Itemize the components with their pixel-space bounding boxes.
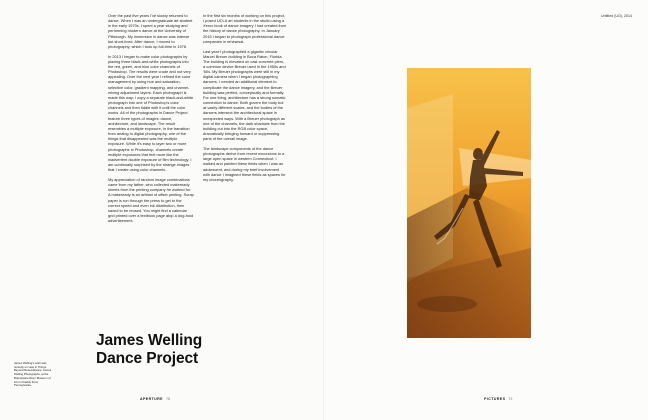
paragraph: My appreciation of random image combinations came from my father, who collected makeready sheets from the printing company he worked for. A makeready is an artifact of offset printing. Scrap paper is run through the press to get to the correct speed and even ink distribution, then saved to be reused. You might find a calendar grid printed over a textbook page atop a dog-food advertisement. (108, 176, 194, 224)
folio-right (484, 397, 512, 401)
dancer-photograph (407, 68, 531, 338)
title-line: Dance Project (96, 349, 199, 367)
folio-label: PICTURES (484, 397, 506, 401)
folio-left (140, 397, 170, 401)
paragraph: The landscape components of the dance photographs derive from recent excursions to a large open space in western Connecticut. I walked and painted these fields when I was an adolescent, and during my brief involvement with dance I imagined these fields as spaces for my choreography. (203, 145, 286, 182)
body-column-2 (203, 13, 287, 187)
page-number: 78 (165, 397, 170, 401)
paragraph: In the first six months of working on this project, I posed UCLA art students in the studio using a Xerox book of dance imagery I had created from the history of dance photography. In January 2015 I began to photograph professional dance companies in rehearsal. (203, 13, 287, 44)
photo-credit: Untitled (UO), 2014 (601, 14, 632, 18)
dancer-photograph-art (407, 68, 531, 338)
page-number: 79 (508, 397, 513, 401)
image-caption: James Welling's work was recently on view in Things Beyond Resemblance: James Welling Photographs, at the Brandywine River Museum of Art in Chadds Ford, Pennsylvania. (14, 361, 52, 388)
paragraph: Last year I photographed a gigantic circular Marcel Breuer building in Boca Raton, Florida. The building is elevated on cast concrete piers, a common device Breuer used in the 1950s and '60s. My Breuer photographs were still in my digital camera when I began photographing dancers. I needed an additional element to complicate the dance imagery, and the Breuer building was perfect, conceptually and formally. For one thing, architecture has a strong somatic connection to dance. Both govern the body but at vastly different scales, and the bodies of the dancers intersect the architectural space in unexpected ways. With a Breuer photograph as one of the channels, the dark shadows from the building cut into the RGB color space, dramatically bringing forward or suppressing parts of the overall image. (203, 48, 286, 142)
paragraph: In 2013 I began to make color photographs by placing three black-and-white photographs into the red, green, and blue color channels of Photoshop. The results were crude and not very appealing. Over the next year I refined the color management by using hue and saturation, selective color, gradient mapping, and channel-mixing adjustment layers. Each photograph is made this way: I copy a separate black-and-white photograph into one of Photoshop's color channels and then fiddle with it until the color works. All of the photographs in Dance Project feature three types of images: dance, architecture, and landscape. The result resembles a multiple exposure. In the transition from analog to digital photography, one of the things that disappeared was the multiple exposure. While it's easy to layer two or more photographs in Photoshop, channels create multiple exposures that feel more like the inadvertent double exposure of film technology. I am continually surprised by the strange images that I create using color channels. (108, 53, 194, 173)
title-line: James Welling (96, 332, 203, 349)
paragraph: Over the past five years I've slowly returned to dance. When I was an undergraduate art student in the early 1970s, I spent a year studying and performing modern dance at the University of Pittsburgh. My immersion in dance was intense but short-lived. After dance, I moved to photography, which I took up full-time in 1976. (108, 13, 193, 49)
article-title (96, 332, 296, 367)
folio-label: APERTURE (140, 397, 163, 401)
body-column-1 (108, 13, 194, 228)
